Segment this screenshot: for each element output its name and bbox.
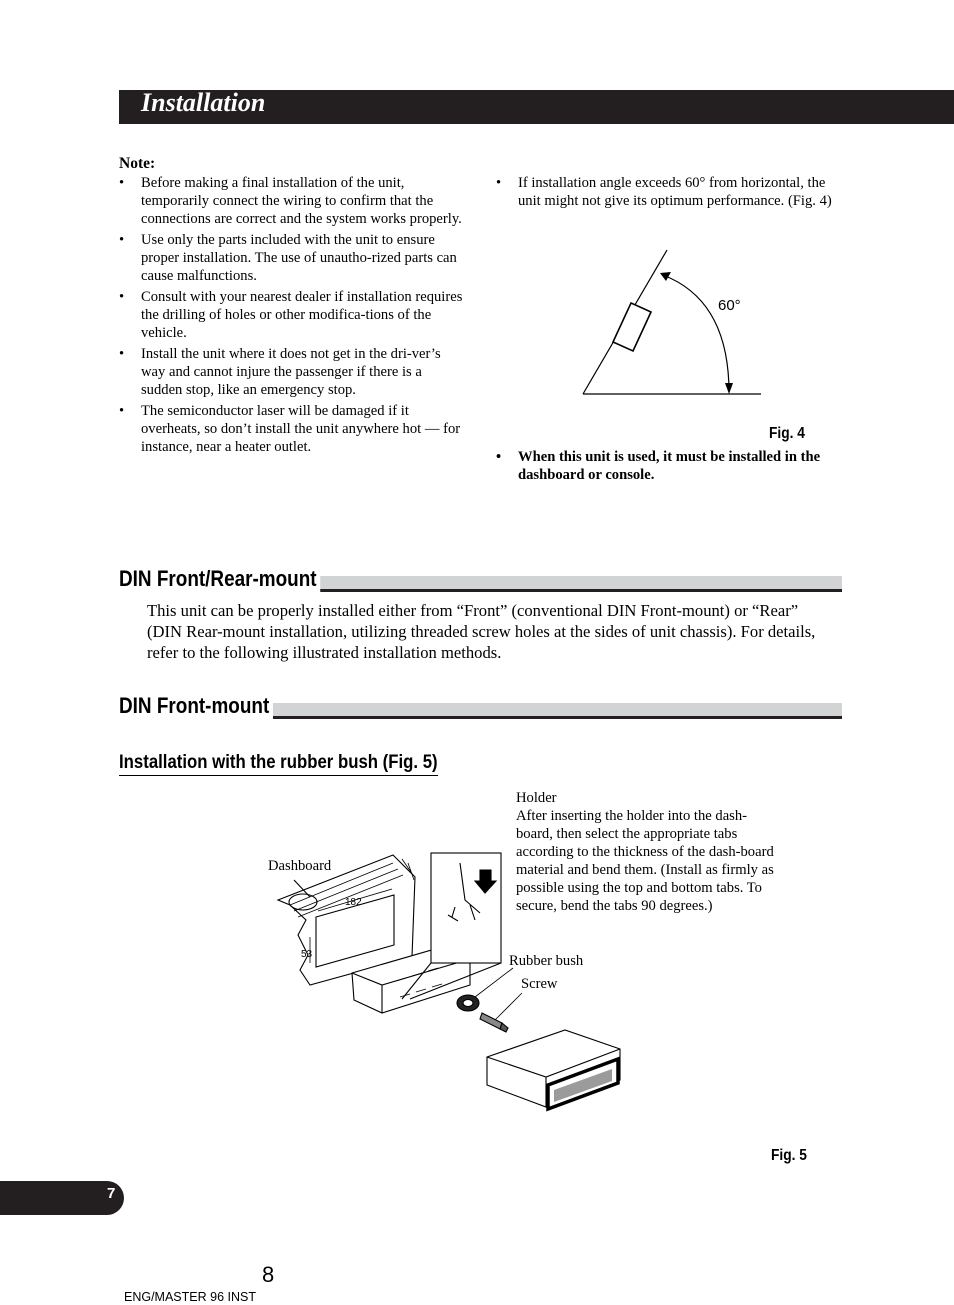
fig5-caption: Fig. 5 [771,1147,807,1164]
angle-arc [663,275,729,390]
angle-diagram [576,244,776,404]
section-paragraph: This unit can be properly installed either from “Front” (conventional DIN Front-mount) or “Rear” (DIN Rear-mount installation, utilizing threaded screw holes at the sides of unit chassis). For details, refer to the following illustrated installation methods. [147,601,816,662]
fig4-caption: Fig. 4 [769,425,805,442]
installation-illustration [270,845,630,1130]
note-item: • Install the unit where it does not get in the dri-ver’s way and cannot injure the passenger if there is a sudden stop, like an emergency stop. [119,346,441,398]
section-heading-front-rear: DIN Front/Rear-mount [119,568,842,594]
page-number: 8 [262,1262,275,1287]
arrow-head-top [660,272,671,281]
holder-text: After inserting the holder into the dash-board, then select the appropriate tabs according to the thickness of the dash-board material and bend them. (Install as firmly as possible using the top and bottom tabs. To secure, bend the tabs 90 degrees.) [516,808,774,914]
holder-title: Holder [516,790,557,806]
section-heading-front: DIN Front-mount [119,695,842,721]
unit-rectangle [613,303,651,351]
note-list-left [119,174,464,459]
subsection-heading: Installation with the rubber bush (Fig. 5) [119,751,438,776]
document-code: ENG/MASTER 96 INST [124,1290,256,1304]
arrow-head-bottom [725,383,733,394]
note-item-angle: • If installation angle exceeds 60° from horizontal, the unit might not give its optimum performance. (Fig. 4) [496,175,832,209]
height-dimension: 53 [301,949,313,960]
note-item: • The semiconductor laser will be damaged if it overheats, so don’t install the unit anywhere hot — for instance, near a heater outlet. [119,403,461,455]
note-item: • Consult with your nearest dealer if installation requires the drilling of holes or other modifica-tions of the vehicle. [119,289,463,341]
dashboard-label: Dashboard [268,858,332,874]
page-title: Installation [141,88,266,117]
note-label: Note: [119,155,156,172]
screw-label: Screw [521,976,558,992]
rubber-bush-label: Rubber bush [509,953,584,969]
note-list-right [496,174,841,213]
note-item: • Use only the parts included with the unit to ensure proper installation. The use of unautho-rized parts can cause malfunctions. [119,232,457,284]
note-item-bold: • When this unit is used, it must be installed in the dashboard or console. [496,449,821,483]
install-requirement-note [496,448,841,487]
note-item: • Before making a final installation of the unit, temporarily connect the wiring to confirm that the connections are correct and the system works properly. [119,175,462,227]
angle-label: 60° [718,297,741,314]
page-tab [0,1181,124,1215]
width-dimension: 182 [345,897,362,908]
tab-page-number: 7 [107,1185,116,1202]
screw [480,1013,502,1029]
